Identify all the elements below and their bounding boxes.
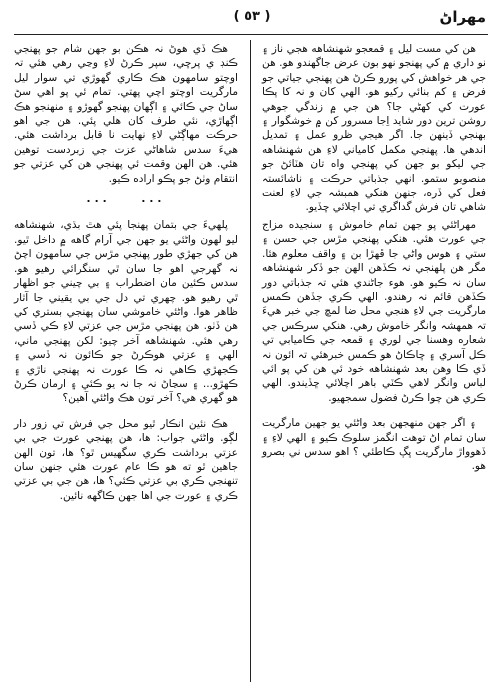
paragraph: مهراڻئي پو جهن تمام خاموش ۽ سنجيده مزاج جي عورت هئي. هنکي پهنجي مڙس جي حسن ۽ ستي ۽ هوس واڻي جا ڦهڙا بن ۽ واقف معلوم هئا. مگر هن پلهنجي نہ ڪڏهن الهن جو ڏکر شهنشاهه سان نہ ڪيو هو. هوء جاڻندي هئي تہ جذباتي دور ڪڏهن قائم نہ رهندو. الهي ڪري جڏهن ڪمس مارگريت جي لاءِ هنجي محل ضا لمڇ جي خبر هيءَ تہ همهشہ وانگر خاموش رهي. هنکي سرڪس جي شعاره وهسنا جي لوري ۽ قمعہ جي ڪاميابي تي ڪل آسري ۽ ڇاڪاڻ هو ڪمس خبرهئي تہ ائون نہ ڏي ڪا وهن بعد شهنشاهه خود ئي هن کي پو ائي لباس وانگر لاهي ڪٽي باهر اچلائي ڇڏيندو. الهي ڪري هن چوا ڪرڻ فضول سمجهيو.	[262, 218, 486, 404]
header-rule	[14, 34, 488, 35]
right-column	[262, 42, 486, 477]
paragraph: ۽ اگر جهن منهجهن بعد واڻئي يو جهين مارگريت سان تمام اڻ توهت انگمز سلوڪ ڪيو ۽ الهي لاءِ ۽ ڏهوواڙ مارگريت ڀڳ ڪاطئي ؟ اهو سدس ني بصرو هو.	[262, 417, 486, 473]
paragraph: هن کي مست ليل ۽ قمعجو شهنشاهه هجي ناز ۽ نو داري ۾ کي پهنجو نهو بون عرض جاگهندو هو. هن جي هر خواهش کي پورو ڪرڻ هن پهنجي جياتي جو فرض ۽ کم بنائي رکيو هو. الهي کان و نہ کا پڪا عورت کي کهڻي جا؟ هن جي ۾ زندگي جوهي روشن ترين دور شايد اِجا مسرور کن ۾ خوشگوار ۽ بهنجي ڏينهن جا. اگر هيجي ظرو عمل ۽ تمديل اندهي ها. پهنجي مکمل کامياني لاءِ هن شهنشاهه جي ليکو بو جهن کي پهنجي واه تان هٽائڻ جو منصوبو ستمو. انهي جذباتي حرڪت ۽ ناشائستہ فعل کي ڏره، جنهن هنکي همبشہ جي لاءِ لعنت شاهي تان فرش گداگري تي اچلائي ڇڏيو.	[262, 43, 486, 214]
page-header	[18, 6, 486, 32]
paragraph: هڪ نئين انڪار ٿيو محل جي فرش تي زور دار لڳو. واڻئي جواب: ها، هن پهنجي عورت جي بي عزتي برداشت ڪري سگهيس ٿو؟ ها، تون الهن جاهين ٿو ته هو ڪا عام عورت هئي جنهن سان تنهنجي ڪري بي عزتي ڪئي؟ ها، هن جي بي عزتي ڪري ۽ عورت جي اها جهن ڪاگهه نائين.	[14, 417, 238, 502]
paragraph: هڪ ڏي هوڻ نہ هڪن بو جهن شام جو پهنجي ڪنڊ ي پرڇي، سپر ڪرڻ لاءِ وڃي رهي هئي تہ اوچتو سامهون هڪ ڪاري گهوڙي تي سوار ليل مارگريت اوچتو اچي پهتي. تمام ئي پو اهي سڻ ساڻ جي ڪائي ۽ اڳهان پهنجو گهوڙو ۽ منهنجو هڪ اڳهاڙي، نئي طرف کان هلي پئي. هن جي اهو حرڪت مهاڳڻي لاءِ نهايت نا قابل برداشت هئي. هيءَ سدس شاهاڻي عزت جي زبردست توهين هئي. هن الهن وقمت ئي پهنجي هن کي عزتي جو انتقام وٺڻ جو پڪو اراده ڪيو.	[14, 43, 238, 185]
section-separator: ... ...	[86, 193, 166, 206]
journal-title: مهراڻ	[439, 8, 486, 26]
paragraph-gap	[262, 408, 486, 416]
paragraph-gap	[14, 409, 238, 417]
page-number: ( ٥٣ )	[233, 9, 271, 24]
column-divider	[250, 40, 251, 682]
left-column	[14, 42, 238, 506]
paragraph: پلهيءَ جي بتمان پهنجا پئي هٿ بڌي، شهنشاهه ليو لهون واڻئي يو جهن جي آرام گاهه ۾ داخل ٿيو. هن کي جهڙي طور پهنجي مڙس جي سامهون اچڻ نہ گهرجي اهو جا سان ٿي سنگرائي رهيو هو. سدس ڪئين مان اضطراب ۽ بي چيني جو اظهار ٿي رهيو هو. چهري تي دل جي بي يقيني جا آثار ظاهر هوا. واڻئي خاموشي سان پهنجي بستري کي هن ڏٺو. هن پهنجي مڙس جي عزتي لاءِ ڪي ڏسي رهي هئي. شهنشاهه آخر چيو: لکن پهنجي ماني، الهي ۽ عزتي هوڪرڻ جو ڪائون نہ ڏسي ۽ ڪجهڙي ڪاهي نہ ڪا عورت نہ پهنجي ناڙي ۽ ڪهڙو... ۽ سڃاڻ نہ جا نہ يو ڪئي ۽ ارمان ڪرڻ هو گهري هي؟ آخر تون هڪ واڻئي آهين؟	[14, 219, 238, 405]
